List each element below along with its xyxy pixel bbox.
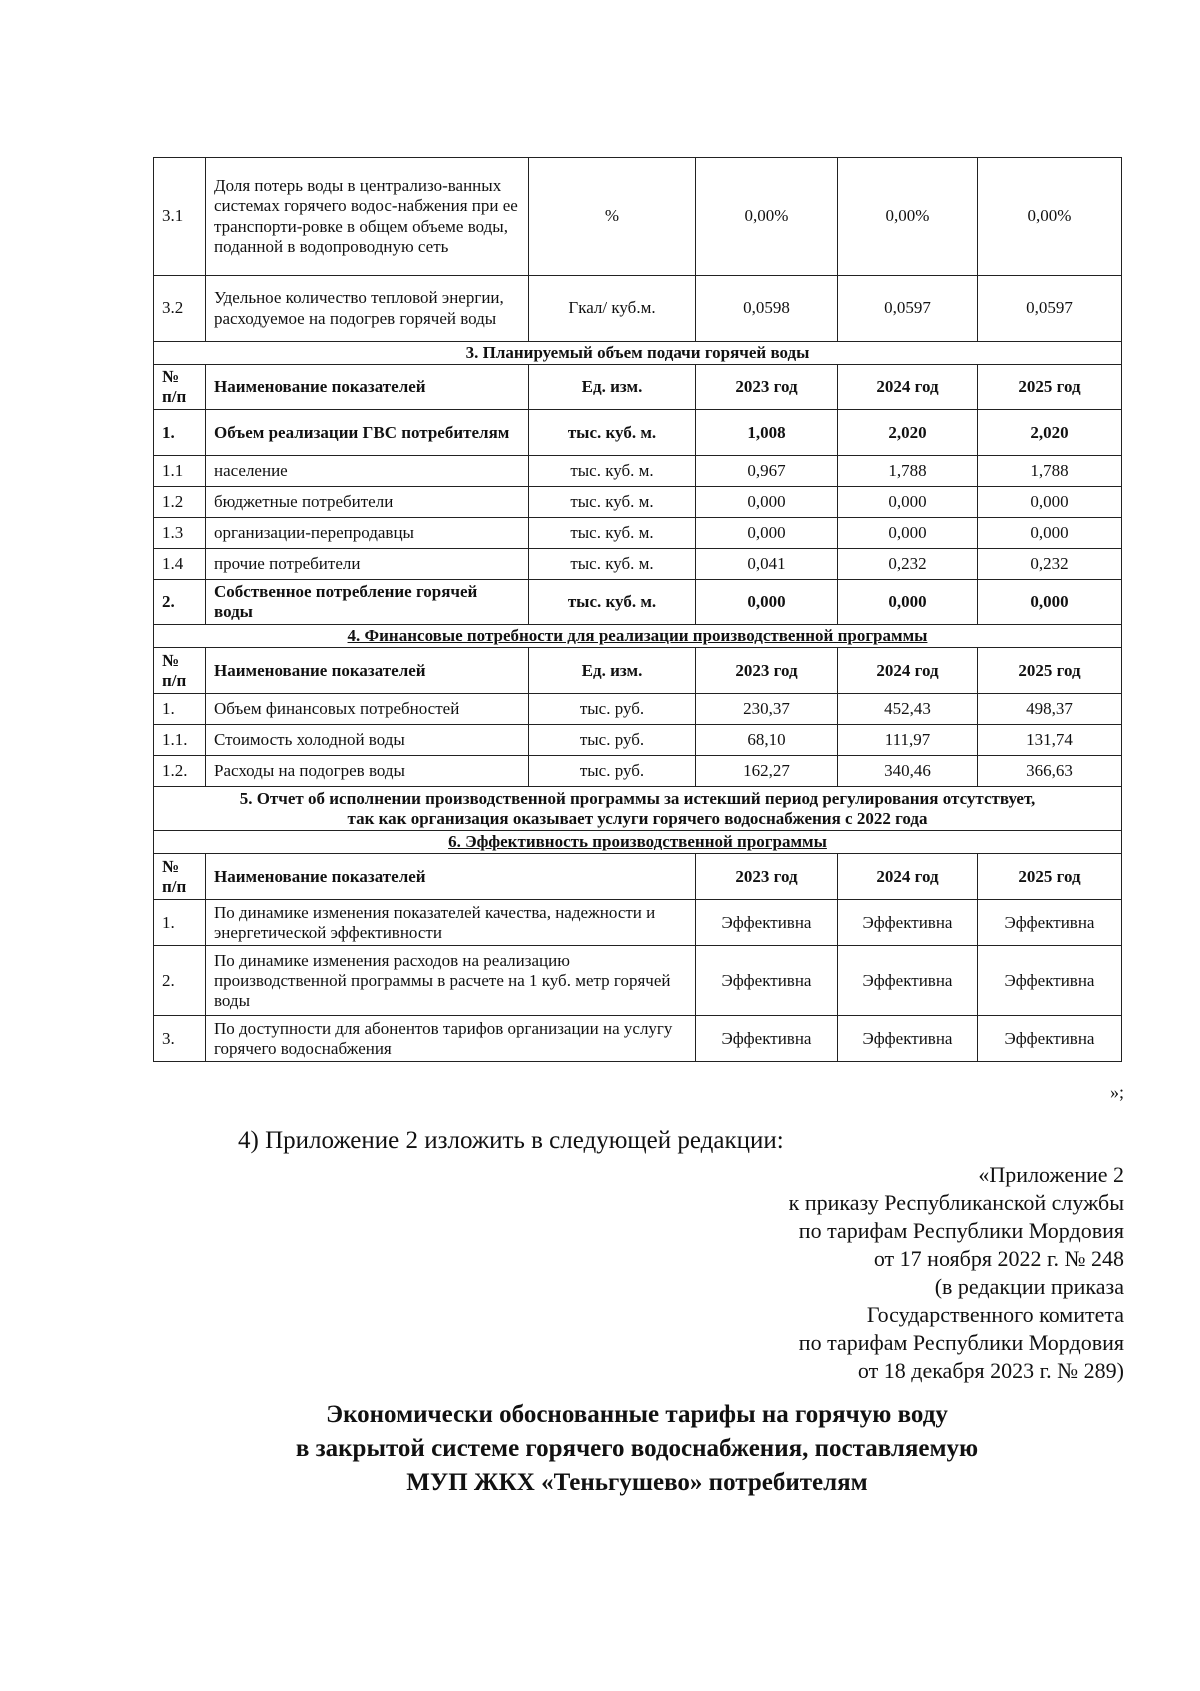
row-value-2023: 0,000	[696, 580, 838, 625]
section-heading	[154, 831, 1122, 854]
table-row	[154, 158, 1122, 276]
row-value-2023: 0,00%	[696, 158, 838, 276]
row-number: 1.1	[154, 456, 206, 487]
header-unit: Ед. изм.	[529, 648, 696, 694]
row-unit: тыс. куб. м.	[529, 410, 696, 456]
row-value-2025: Эффективна	[978, 1016, 1122, 1062]
header-2024: 2024 год	[838, 854, 978, 900]
row-name: население	[206, 456, 529, 487]
row-value-2023: 230,37	[696, 694, 838, 725]
row-value-2023: 0,967	[696, 456, 838, 487]
header-num: № п/п	[154, 854, 206, 900]
row-number: 1.	[154, 694, 206, 725]
header-2025: 2025 год	[978, 854, 1122, 900]
table-row	[154, 410, 1122, 456]
row-value-2024: 0,000	[838, 487, 978, 518]
header-unit: Ед. изм.	[529, 365, 696, 410]
section-heading	[154, 342, 1122, 365]
appendix-line: по тарифам Республики Мордовия	[798, 1218, 1124, 1243]
row-unit: тыс. руб.	[529, 694, 696, 725]
row-unit: тыс. куб. м.	[529, 549, 696, 580]
row-name: Собственное потребление горячей воды	[206, 580, 529, 625]
row-unit: тыс. руб.	[529, 756, 696, 787]
row-number: 2.	[154, 946, 206, 1016]
appendix-header-block	[789, 1161, 1124, 1385]
row-unit: тыс. куб. м.	[529, 456, 696, 487]
row-unit: %	[529, 158, 696, 276]
appendix-line: по тарифам Республики Мордовия	[798, 1330, 1124, 1355]
row-number: 1.1.	[154, 725, 206, 756]
closing-quote: »;	[1109, 1082, 1124, 1102]
section-heading	[154, 787, 1122, 831]
table-header-row	[154, 365, 1122, 410]
table-row	[154, 549, 1122, 580]
amendment-item-4: 4) Приложение 2 изложить в следующей редакции:	[238, 1127, 784, 1154]
header-2023: 2023 год	[696, 648, 838, 694]
header-num: № п/п	[154, 365, 206, 410]
row-number: 3.	[154, 1016, 206, 1062]
row-name: По динамике изменения показателей качества, надежности и энергетической эффективности	[206, 900, 696, 946]
table-row	[154, 900, 1122, 946]
header-name: Наименование показателей	[206, 648, 529, 694]
row-name: Стоимость холодной воды	[206, 725, 529, 756]
row-value-2025: 0,232	[978, 549, 1122, 580]
row-value-2024: 1,788	[838, 456, 978, 487]
row-value-2025: 1,788	[978, 456, 1122, 487]
row-name: Объем реализации ГВС потребителям	[206, 410, 529, 456]
row-unit: Гкал/ куб.м.	[529, 276, 696, 342]
table-row	[154, 756, 1122, 787]
header-2024: 2024 год	[838, 648, 978, 694]
appendix-line: к приказу Республиканской службы	[788, 1190, 1124, 1215]
row-unit: тыс. куб. м.	[529, 518, 696, 549]
header-2025: 2025 год	[978, 365, 1122, 410]
section-5-line-2: так как организация оказывает услуги горячего водоснабжения с 2022 года	[347, 808, 928, 828]
header-num: № п/п	[154, 648, 206, 694]
row-number: 3.1	[154, 158, 206, 276]
row-value-2024: 0,000	[838, 580, 978, 625]
row-value-2025: 0,0597	[978, 276, 1122, 342]
row-value-2024: 0,00%	[838, 158, 978, 276]
row-name: Доля потерь воды в централизо-ванных системах горячего водос-набжения при ее транспорти-ровке в общем объеме воды, поданной в водопроводную сеть	[206, 158, 529, 276]
appendix-line: «Приложение 2	[978, 1162, 1124, 1187]
title-line: МУП ЖКХ «Теньгушево» потребителям	[406, 1469, 868, 1496]
row-value-2025: 366,63	[978, 756, 1122, 787]
section-heading	[154, 625, 1122, 648]
production-program-table	[153, 157, 1122, 1062]
row-value-2024: 111,97	[838, 725, 978, 756]
row-value-2024: Эффективна	[838, 946, 978, 1016]
table-row	[154, 946, 1122, 1016]
row-value-2025: 498,37	[978, 694, 1122, 725]
row-value-2025: Эффективна	[978, 946, 1122, 1016]
row-value-2024: 0,000	[838, 518, 978, 549]
row-number: 1.2.	[154, 756, 206, 787]
table-row	[154, 725, 1122, 756]
table-row	[154, 580, 1122, 625]
appendix-line: (в редакции приказа	[934, 1274, 1124, 1299]
table-row	[154, 694, 1122, 725]
row-number: 1.2	[154, 487, 206, 518]
appendix-line: Государственного комитета	[866, 1302, 1124, 1327]
section-4-title: 4. Финансовые потребности для реализации производственной программы	[347, 626, 928, 646]
row-name: Расходы на подогрев воды	[206, 756, 529, 787]
row-number: 1.4	[154, 549, 206, 580]
table-row	[154, 518, 1122, 549]
row-value-2025: 131,74	[978, 725, 1122, 756]
row-value-2023: 0,000	[696, 487, 838, 518]
section-5-line-1: 5. Отчет об исполнении производственной программы за истекший период регулирования отсутствует,	[239, 788, 1036, 808]
row-value-2023: 0,000	[696, 518, 838, 549]
row-value-2023: Эффективна	[696, 1016, 838, 1062]
row-name: Удельное количество тепловой энергии, расходуемое на подогрев горячей воды	[206, 276, 529, 342]
title-line: Экономически обоснованные тарифы на горячую воду	[326, 1401, 948, 1428]
header-2023: 2023 год	[696, 365, 838, 410]
table-header-row	[154, 648, 1122, 694]
row-value-2024: 0,232	[838, 549, 978, 580]
header-2023: 2023 год	[696, 854, 838, 900]
header-name: Наименование показателей	[206, 854, 696, 900]
row-unit: тыс. руб.	[529, 725, 696, 756]
row-name: Объем финансовых потребностей	[206, 694, 529, 725]
section-6-title: 6. Эффективность производственной программы	[448, 832, 827, 852]
appendix-line: от 18 декабря 2023 г. № 289)	[857, 1358, 1124, 1383]
row-value-2024: 2,020	[838, 410, 978, 456]
row-unit: тыс. куб. м.	[529, 487, 696, 518]
row-value-2024: 452,43	[838, 694, 978, 725]
row-value-2024: Эффективна	[838, 900, 978, 946]
table-row	[154, 276, 1122, 342]
table-row	[154, 1016, 1122, 1062]
table-header-row	[154, 854, 1122, 900]
row-value-2023: 162,27	[696, 756, 838, 787]
row-value-2023: Эффективна	[696, 900, 838, 946]
row-value-2025: 0,000	[978, 580, 1122, 625]
row-value-2025: 2,020	[978, 410, 1122, 456]
row-name: бюджетные потребители	[206, 487, 529, 518]
section-3-title: 3. Планируемый объем подачи горячей воды	[154, 342, 1122, 365]
row-value-2024: 340,46	[838, 756, 978, 787]
row-value-2023: 1,008	[696, 410, 838, 456]
row-value-2025: 0,00%	[978, 158, 1122, 276]
row-value-2023: 68,10	[696, 725, 838, 756]
row-name: прочие потребители	[206, 549, 529, 580]
row-number: 1.	[154, 410, 206, 456]
row-value-2025: Эффективна	[978, 900, 1122, 946]
row-unit: тыс. куб. м.	[529, 580, 696, 625]
row-value-2025: 0,000	[978, 487, 1122, 518]
header-2024: 2024 год	[838, 365, 978, 410]
row-number: 1.	[154, 900, 206, 946]
row-number: 2.	[154, 580, 206, 625]
table-row	[154, 487, 1122, 518]
title-line: в закрытой системе горячего водоснабжения, поставляемую	[295, 1435, 979, 1462]
row-name: организации-перепродавцы	[206, 518, 529, 549]
row-value-2023: 0,0598	[696, 276, 838, 342]
appendix-line: от 17 ноября 2022 г. № 248	[873, 1246, 1124, 1271]
row-name: По динамике изменения расходов на реализацию производственной программы в расчете на 1 куб. метр горячей воды	[206, 946, 696, 1016]
row-number: 3.2	[154, 276, 206, 342]
header-2025: 2025 год	[978, 648, 1122, 694]
document-title	[153, 1398, 1121, 1500]
row-value-2023: Эффективна	[696, 946, 838, 1016]
row-name: По доступности для абонентов тарифов организации на услугу горячего водоснабжения	[206, 1016, 696, 1062]
row-number: 1.3	[154, 518, 206, 549]
row-value-2024: Эффективна	[838, 1016, 978, 1062]
header-name: Наименование показателей	[206, 365, 529, 410]
row-value-2025: 0,000	[978, 518, 1122, 549]
row-value-2024: 0,0597	[838, 276, 978, 342]
row-value-2023: 0,041	[696, 549, 838, 580]
table-row	[154, 456, 1122, 487]
